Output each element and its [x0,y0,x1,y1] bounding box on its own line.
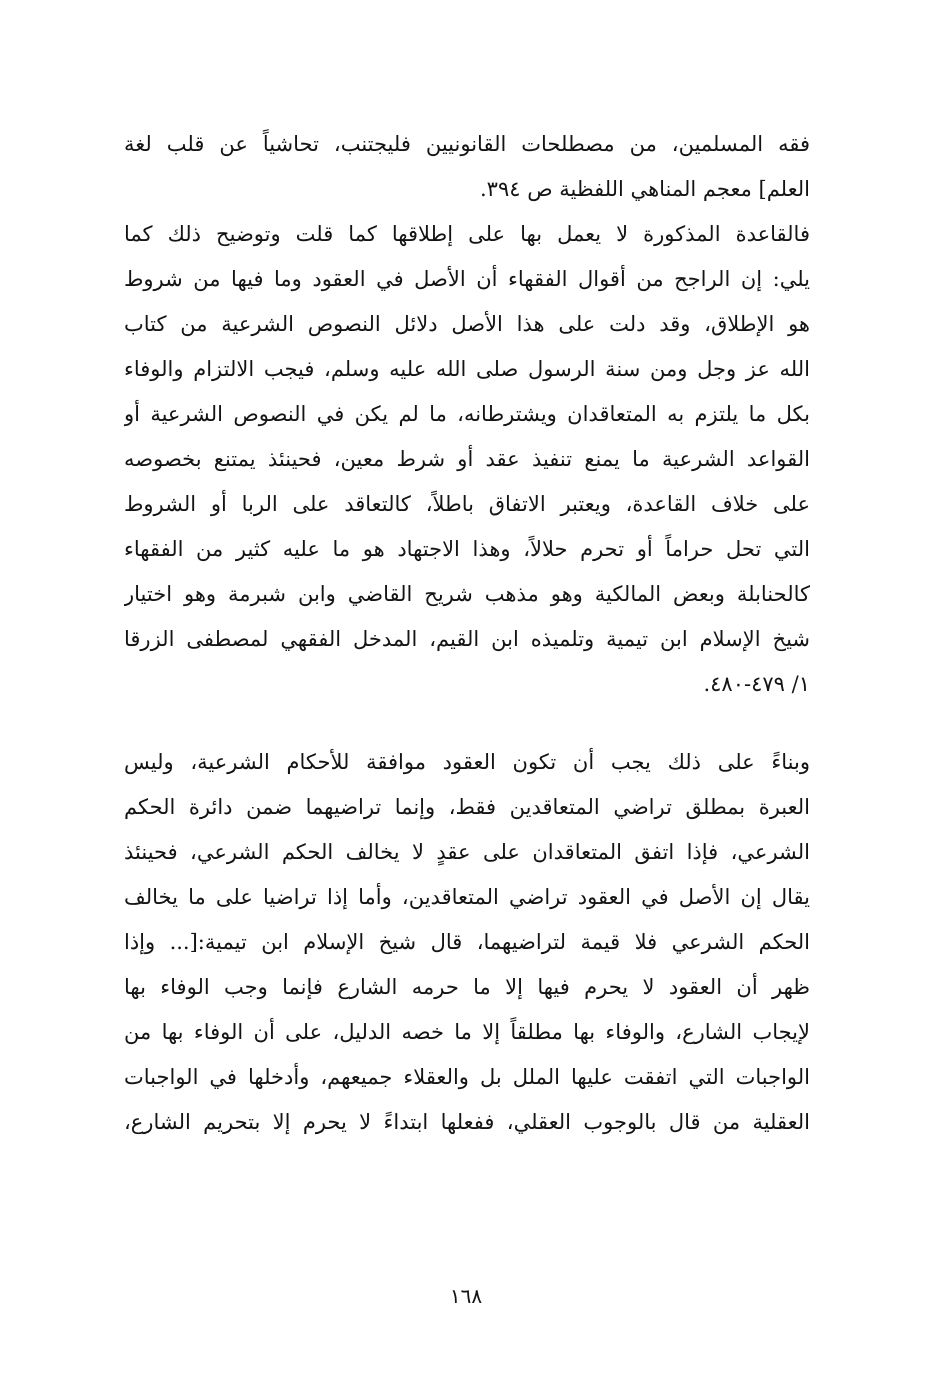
text-line: يقال إن الأصل في العقود تراضي المتعاقدين، وأما إذا تراضيا على ما يخالف [124,885,810,909]
text-line: وبناءً على ذلك يجب أن تكون العقود موافقة للأحكام الشرعية، وليس [124,750,810,774]
text-line: التي تحل حراماً أو تحرم حلالاً، وهذا الاجتهاد هو ما عليه كثير من الفقهاء [124,537,810,561]
text-line: فالقاعدة المذكورة لا يعمل بها على إطلاقها كما قلت وتوضيح ذلك كما [124,222,810,246]
text-line: الحكم الشرعي فلا قيمة لتراضيهما، قال شيخ الإسلام ابن تيمية:[... وإذا [124,930,810,954]
page-number: ١٦٨ [449,1284,483,1308]
text-line: العبرة بمطلق تراضي المتعاقدين فقط، وإنما تراضيهما ضمن دائرة الحكم [124,795,810,819]
text-line: يلي: إن الراجح من أقوال الفقهاء أن الأصل في العقود وما فيها من شروط [124,267,810,291]
text-line: القواعد الشرعية ما يمنع تنفيذ عقد أو شرط معين، فحينئذ يمتنع بخصوصه [124,447,810,471]
text-line: الله عز وجل ومن سنة الرسول صلى الله عليه وسلم، فيجب الالتزام والوفاء [124,357,810,381]
text-line: كالحنابلة وبعض المالكية وهو مذهب شريح القاضي وابن شبرمة وهو اختيار [124,582,810,606]
text-line: ١/ ٤٧٩-٤٨٠. [703,672,810,696]
text-line: لإيجاب الشارع، والوفاء بها مطلقاً إلا ما خصه الدليل، على أن الوفاء بها من [124,1020,810,1044]
text-line: الشرعي، فإذا اتفق المتعاقدان على عقدٍ لا يخالف الحكم الشرعي، فحينئذ [124,840,810,864]
text-line: ظهر أن العقود لا يحرم فيها إلا ما حرمه الشارع فإنما وجب الوفاء بها [124,975,810,999]
paragraph-footnote-continuation [124,122,810,707]
text-line: بكل ما يلتزم به المتعاقدان ويشترطانه، ما لم يكن في النصوص الشرعية أو [124,402,810,426]
text-line: العلم] معجم المناهي اللفظية ص ٣٩٤. [479,177,810,201]
paragraph-main [124,740,810,1145]
text-line: فقه المسلمين، من مصطلحات القانونيين فليجتنب، تحاشياً عن قلب لغة [124,132,810,156]
text-line: شيخ الإسلام ابن تيمية وتلميذه ابن القيم، المدخل الفقهي لمصطفى الزرقا [124,627,810,651]
text-line: الواجبات التي اتفقت عليها الملل بل والعقلاء جميعهم، وأدخلها في الواجبات [124,1065,810,1089]
text-line: هو الإطلاق، وقد دلت على هذا الأصل دلائل النصوص الشرعية من كتاب [124,312,810,336]
text-line: العقلية من قال بالوجوب العقلي، ففعلها ابتداءً لا يحرم إلا بتحريم الشارع، [124,1110,810,1134]
text-line: على خلاف القاعدة، ويعتبر الاتفاق باطلاً، كالتعاقد على الربا أو الشروط [124,492,810,516]
